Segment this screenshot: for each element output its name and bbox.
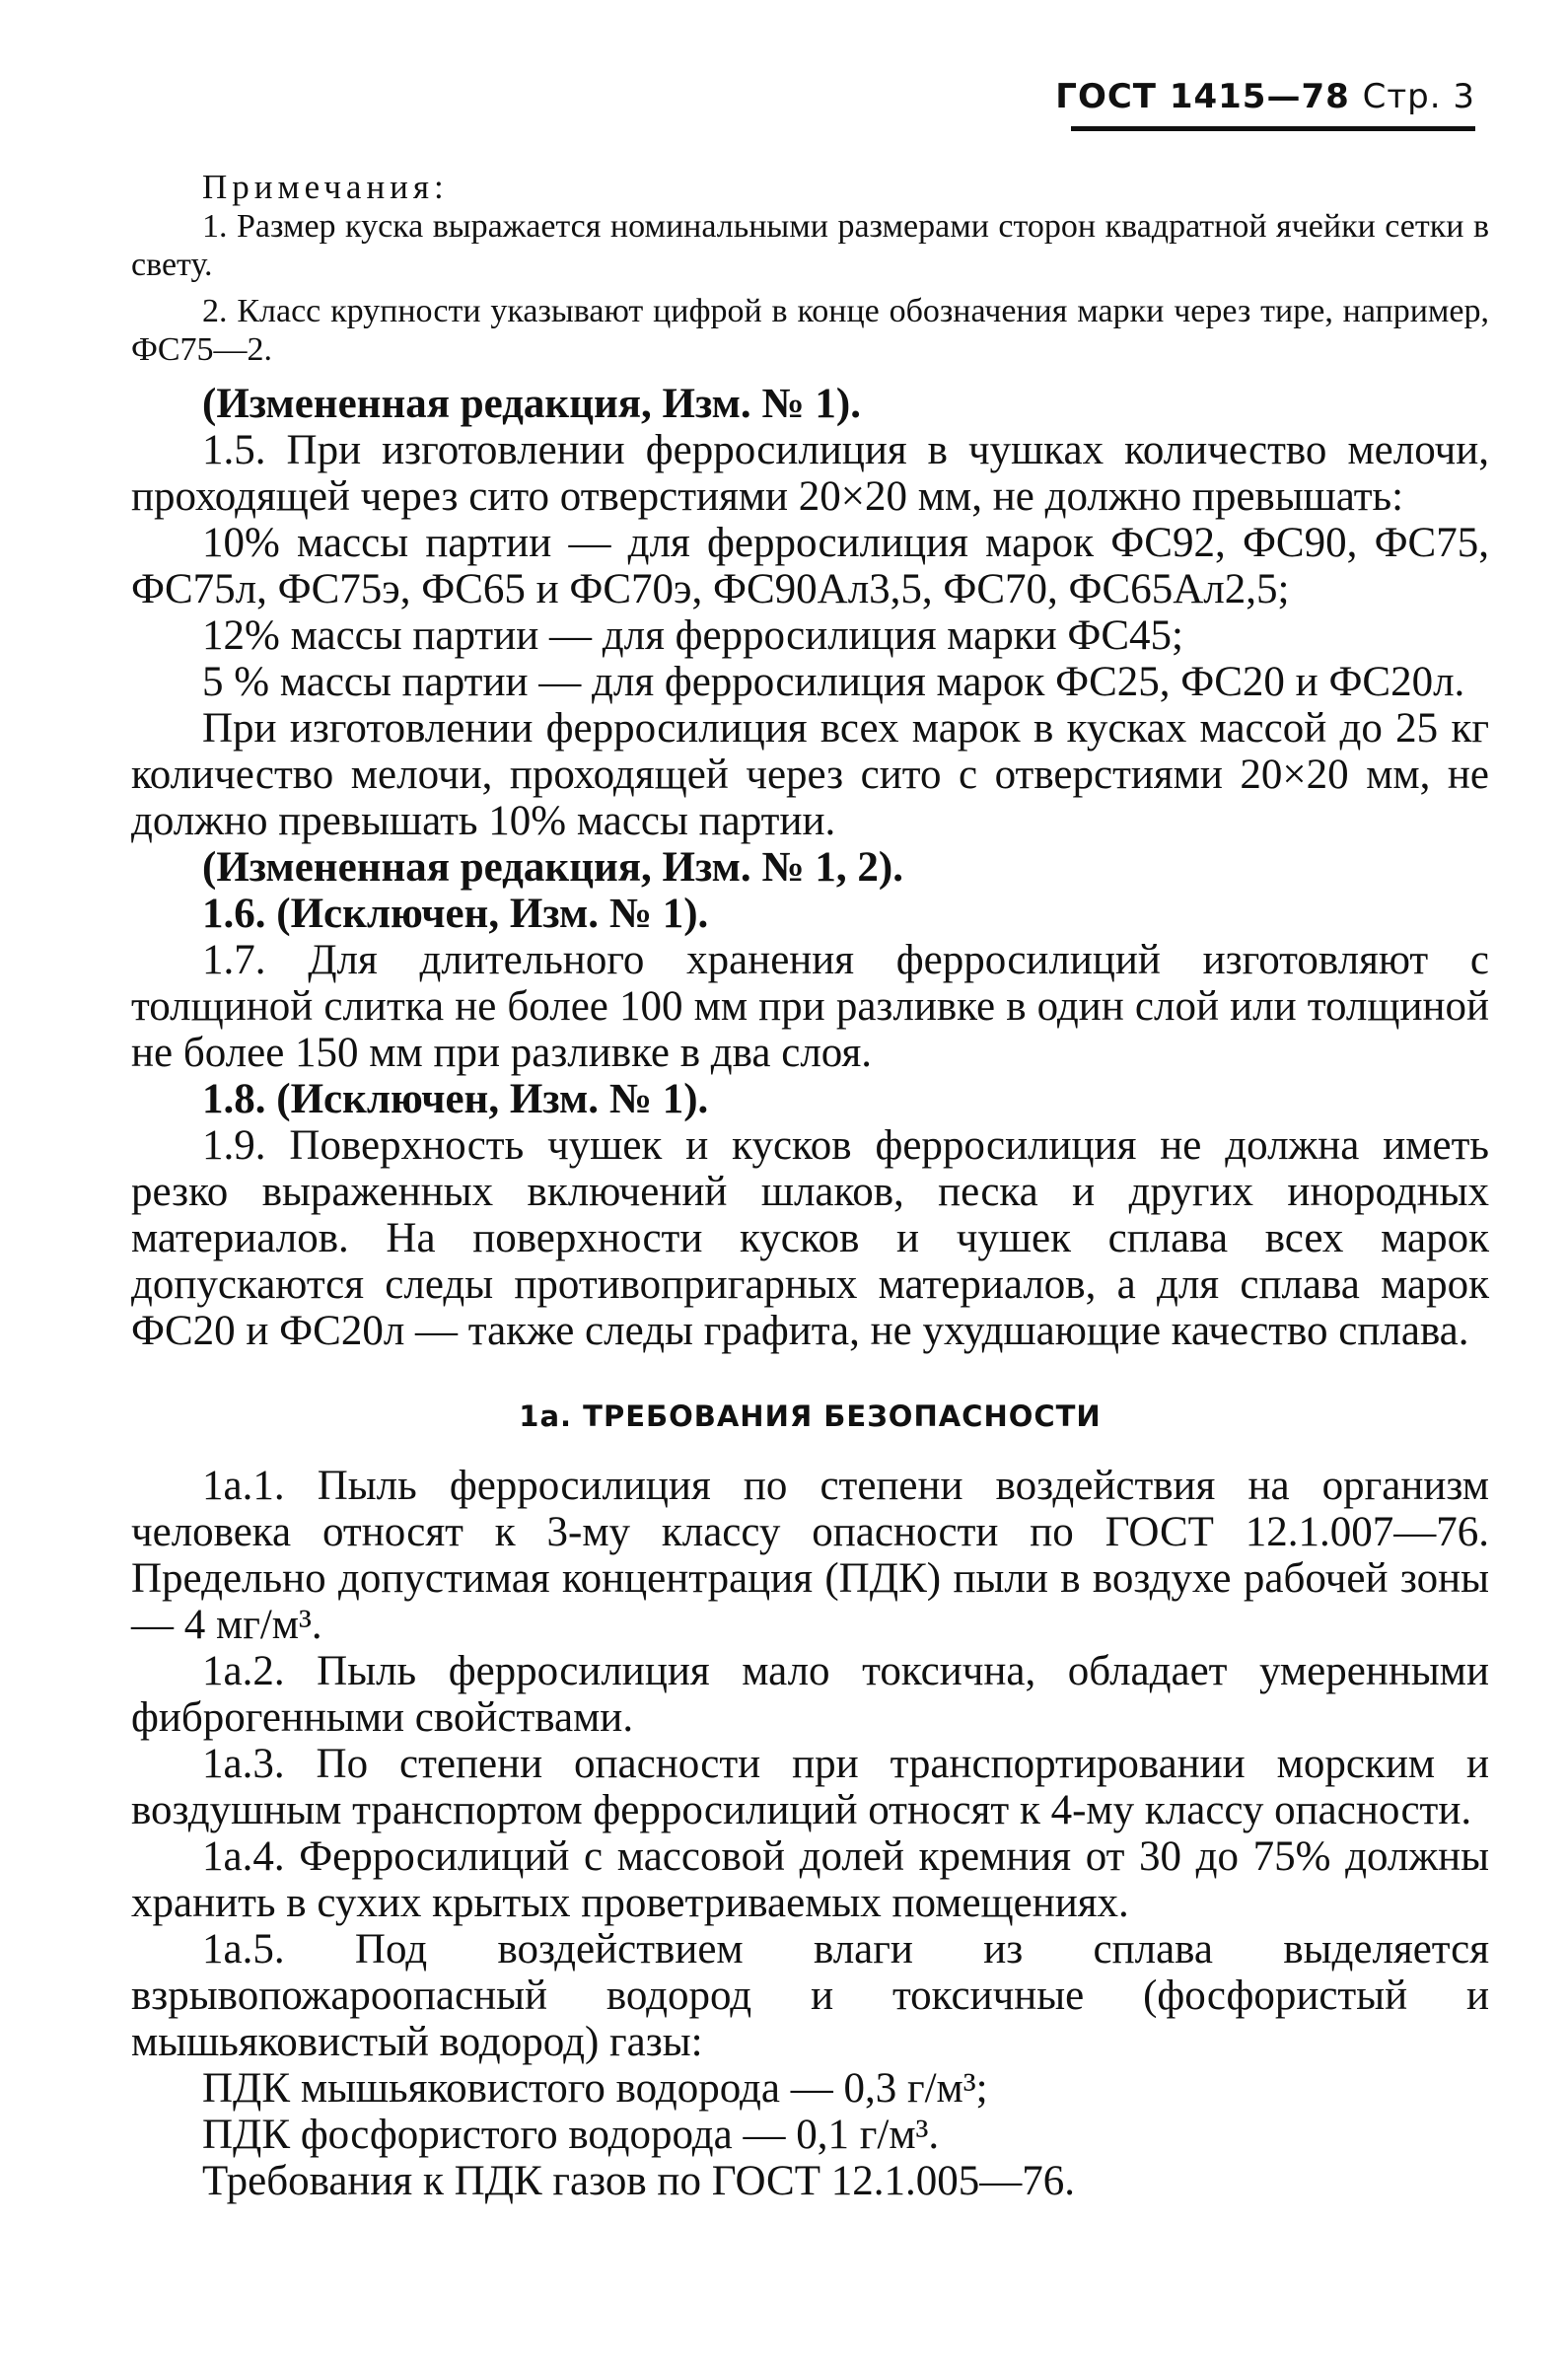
notes-block [131,168,1489,369]
clause-1a-4: 1а.4. Ферросилиций с массовой долей кремния от 30 до 75% должны хранить в сухих крытых проветриваемых помещениях. [131,1833,1489,1926]
pdk-phosphine: ПДК фосфористого водорода — 0,1 г/м³. [202,2112,940,2158]
page-content [131,168,1489,2204]
clause-1-5-pieces: При изготовлении ферросилиция всех марок в кусках массой до 25 кг количество мелочи, проходящей через сито с отверстиями 20×20 мм, не должно превышать 10% массы партии. [131,705,1489,844]
note-1: 1. Размер куска выражается номинальными размерами сторон квадратной ячейки сетки в свету. [131,208,1489,283]
clause-1a-3: 1а.3. По степени опасности при транспортировании морским и воздушным транспортом ферросилиций относят к 4-му классу опасности. [131,1741,1489,1833]
page-header [1055,77,1475,116]
clause-1-9: 1.9. Поверхность чушек и кусков ферросилиция не должна иметь резко выраженных включений шлаков, песка и других инородных материалов. На поверхности кусков и чушек сплава всех марок допускаются следы противопригарных материалов, а для сплава марок ФС20 и ФС20л — также следы графита, не ухудшающие качество сплава. [131,1122,1489,1354]
clause-1-8: 1.8. (Исключен, Изм. № 1). [202,1076,709,1122]
clause-1a-2: 1а.2. Пыль ферросилиция мало токсична, обладает умеренными фиброгенными свойствами. [131,1648,1489,1741]
amendment-note-1: (Измененная редакция, Изм. № 1). [202,381,861,427]
pdk-gas-requirements: Требования к ПДК газов по ГОСТ 12.1.005—76. [202,2158,1076,2204]
clause-1-5-item-12: 12% массы партии — для ферросилиция марки ФС45; [202,612,1183,659]
gost-number: ГОСТ 1415—78 [1055,77,1350,116]
page-number: Стр. 3 [1362,77,1475,116]
section-title: 1а. ТРЕБОВАНИЯ БЕЗОПАСНОСТИ [519,1399,1102,1433]
pdk-arsine: ПДК мышьяковистого водорода — 0,3 г/м³; [202,2065,988,2112]
clause-1a-1: 1а.1. Пыль ферросилиция по степени воздействия на организм человека относят к 3-му классу опасности по ГОСТ 12.1.007—76. Предельно допустимая концентрация (ПДК) пыли в воздухе рабочей зоны — 4 мг/м³. [131,1463,1489,1648]
header-text [1055,77,1475,116]
clause-1-5-item-10: 10% массы партии — для ферросилиция марок ФС92, ФС90, ФС75, ФС75л, ФС75э, ФС65 и ФС70э, ФС90Ал3,5, ФС70, ФС65Ал2,5; [131,520,1489,612]
clause-1-6: 1.6. (Исключен, Изм. № 1). [202,891,709,937]
notes-title: Примечания: [202,168,449,206]
clause-1-5: 1.5. При изготовлении ферросилиция в чушках количество мелочи, проходящей через сито отверстиями 20×20 мм, не должно превышать: [131,427,1489,520]
amendment-note-2: (Измененная редакция, Изм. № 1, 2). [202,844,903,891]
header-rule [1071,126,1475,131]
clause-1-7: 1.7. Для длительного хранения ферросилиций изготовляют с толщиной слитка не более 100 мм при разливке в один слой или толщиной не более 150 мм при разливке в два слоя. [131,937,1489,1076]
clause-1a-5: 1а.5. Под воздействием влаги из сплава выделяется взрывопожароопасный водород и токсичные (фосфористый и мышьяковистый водород) газы: [131,1926,1489,2065]
note-2: 2. Класс крупности указывают цифрой в конце обозначения марки через тире, например, ФС75—2. [131,293,1489,368]
clause-1-5-item-5: 5 % массы партии — для ферросилиция марок ФС25, ФС20 и ФС20л. [202,659,1465,705]
